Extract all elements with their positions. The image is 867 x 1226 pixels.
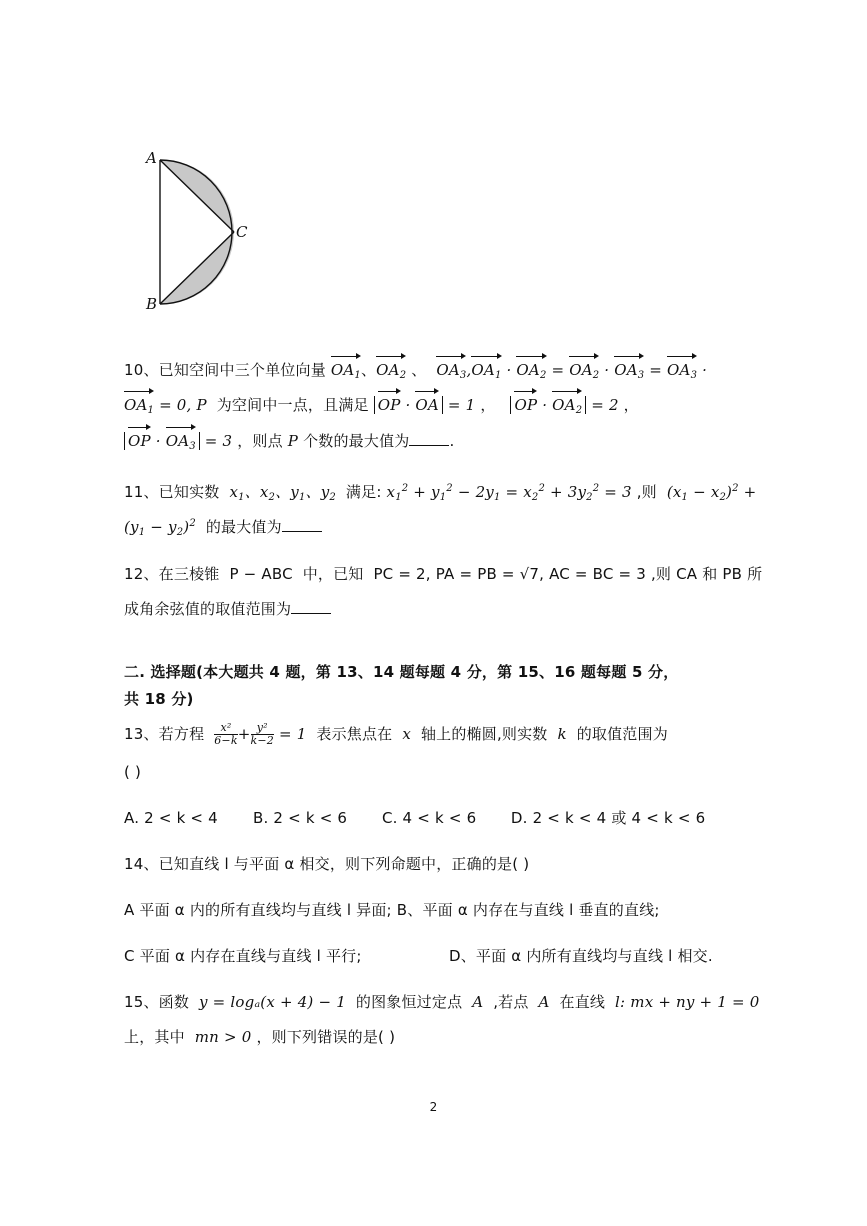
label-c: C [236, 223, 248, 241]
answer-blank[interactable] [291, 598, 331, 614]
q12-line1: 12、在三棱锥 P − ABC 中，已知 PC = 2, PA = PB = √7, AC = BC = 3 ,则 CA 和 PB 所 [124, 565, 763, 583]
option-c[interactable]: C. 4 < k < 6 [381, 809, 477, 827]
q13-options [124, 806, 705, 830]
q11-line2: $(y_1 - y_2)^2$ 的最大值为 [124, 512, 322, 545]
q10-line2: $OA_1 = 0$, P 为空间中一点，且满足 OP · OA = 1 ， OP · $OA_2 = 2$ ， [124, 390, 639, 423]
page-number: 2 [429, 1100, 438, 1114]
label-a: A [146, 149, 157, 167]
option-d[interactable]: D. 2 < k < 4 或 4 < k < 6 [510, 809, 706, 827]
q13-paren: ( ) [124, 763, 142, 781]
section2-line2: 共 18 分) [124, 690, 194, 708]
q14-option-d[interactable]: D、平面 α 内所有直线均与直线 l 相交. [448, 947, 713, 965]
answer-blank[interactable] [409, 430, 449, 446]
q10-line3: OP · $OA_3 = 3$ ，则点 P 个数的最大值为 . [124, 426, 454, 459]
q15-line2: 上，其中 mn > 0 ，则下列错误的是( ) [124, 1028, 396, 1046]
q11-line1: 11、已知实数 $x_1$、$x_2$、$y_1$、$y_2$ 满足: $x_1^2 + y_1^2 - 2y_1 = x_2^2 + 3y_2^2 = 3$ ,则 $(x_1 - x_2)^2$ + [124, 483, 757, 503]
q14-option-c[interactable]: C 平面 α 内存在直线与直线 l 平行; [124, 947, 362, 965]
section2-line1: 二. 选择题(本大题共 4 题，第 13、14 题每题 4 分，第 15、16 题每题 5 分， [124, 663, 679, 681]
q13-line1: 13、若方程 $\frac{\text{x²}}{6-k}$ + $\frac{\text{y²}}{k-2}$ = 1 表示焦点在 x 轴上的椭圆,则实数 k 的取值范围为 [124, 721, 668, 747]
q14-option-ab[interactable]: A 平面 α 内的所有直线均与直线 l 异面; B、平面 α 内存在与直线 l 垂直的直线; [124, 901, 660, 919]
q10-line1: 10、已知空间中三个单位向量 $OA_1$、$OA_2$ 、 $OA_3,OA_1 \cdot OA_2 = OA_2 \cdot OA_3 = OA_3$ · [124, 355, 707, 388]
q12-line2: 成角余弦值的取值范围为 [124, 597, 331, 621]
q14-options-cd [124, 944, 713, 968]
q15-line1: 15、函数 y = logₐ(x + 4) − 1 的图象恒过定点 A ,若点 A 在直线 l: mx + ny + 1 = 0 [124, 993, 760, 1011]
label-b: B [146, 295, 158, 313]
semicircle-figure [140, 145, 260, 320]
q14-stem: 14、已知直线 l 与平面 α 相交，则下列命题中，正确的是( ) [124, 855, 530, 873]
option-b[interactable]: B. 2 < k < 6 [252, 809, 348, 827]
answer-blank[interactable] [282, 516, 322, 532]
option-a[interactable]: A. 2 < k < 4 [124, 809, 218, 827]
